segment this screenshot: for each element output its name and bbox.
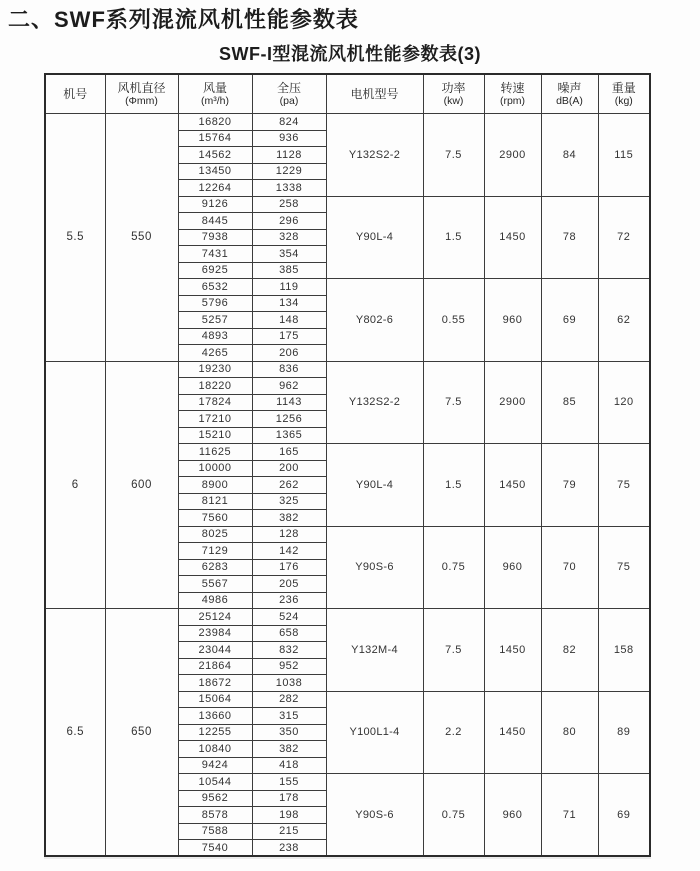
column-header-unit: (kw) <box>443 95 464 107</box>
cell-noise: 70 <box>541 526 598 609</box>
cell-total-pressure: 524 <box>252 609 326 626</box>
cell-total-pressure: 258 <box>252 196 326 213</box>
cell-air-volume: 5796 <box>178 295 252 312</box>
cell-air-volume: 8025 <box>178 526 252 543</box>
cell-air-volume: 7938 <box>178 229 252 246</box>
cell-weight: 120 <box>598 361 650 444</box>
cell-weight: 69 <box>598 774 650 857</box>
cell-weight: 158 <box>598 609 650 692</box>
cell-total-pressure: 1365 <box>252 427 326 444</box>
cell-motor-model: Y132S2-2 <box>326 114 423 197</box>
cell-air-volume: 7560 <box>178 510 252 527</box>
cell-air-volume: 15210 <box>178 427 252 444</box>
cell-weight: 72 <box>598 196 650 279</box>
cell-weight: 75 <box>598 526 650 609</box>
cell-total-pressure: 200 <box>252 460 326 477</box>
cell-speed: 1450 <box>484 691 541 774</box>
cell-air-volume: 8900 <box>178 477 252 494</box>
column-header-weight <box>598 74 650 114</box>
cell-air-volume: 10544 <box>178 774 252 791</box>
cell-air-volume: 17824 <box>178 394 252 411</box>
column-header-label: 风机直径 <box>117 81 166 95</box>
cell-air-volume: 6925 <box>178 262 252 279</box>
cell-total-pressure: 658 <box>252 625 326 642</box>
cell-total-pressure: 962 <box>252 378 326 395</box>
cell-air-volume: 12255 <box>178 724 252 741</box>
cell-total-pressure: 236 <box>252 592 326 609</box>
cell-speed: 1450 <box>484 444 541 527</box>
cell-air-volume: 5567 <box>178 576 252 593</box>
column-header-unit: (kg) <box>614 95 633 107</box>
cell-fan-diameter: 550 <box>105 114 178 362</box>
cell-weight: 62 <box>598 279 650 362</box>
page-subtitle: SWF-I型混流风机性能参数表(3) <box>219 44 481 64</box>
cell-air-volume: 5257 <box>178 312 252 329</box>
page-title: 二、SWF系列混流风机性能参数表 <box>8 7 359 32</box>
cell-air-volume: 10840 <box>178 741 252 758</box>
cell-total-pressure: 198 <box>252 807 326 824</box>
cell-power: 7.5 <box>423 609 484 692</box>
cell-motor-model: Y132M-4 <box>326 609 423 692</box>
column-header-air-volume <box>178 74 252 114</box>
cell-power: 7.5 <box>423 361 484 444</box>
cell-model-no: 5.5 <box>45 114 105 362</box>
cell-air-volume: 4986 <box>178 592 252 609</box>
cell-total-pressure: 354 <box>252 246 326 263</box>
cell-total-pressure: 238 <box>252 840 326 857</box>
column-header-power <box>423 74 484 114</box>
cell-total-pressure: 836 <box>252 361 326 378</box>
cell-total-pressure: 325 <box>252 493 326 510</box>
cell-motor-model: Y90L-4 <box>326 196 423 279</box>
column-header-label: 功率 <box>441 81 466 95</box>
cell-total-pressure: 206 <box>252 345 326 362</box>
cell-motor-model: Y90L-4 <box>326 444 423 527</box>
cell-speed: 960 <box>484 526 541 609</box>
table-body <box>45 114 650 857</box>
column-header-total-pressure <box>252 74 326 114</box>
cell-weight: 75 <box>598 444 650 527</box>
cell-air-volume: 7129 <box>178 543 252 560</box>
cell-total-pressure: 418 <box>252 757 326 774</box>
cell-noise: 69 <box>541 279 598 362</box>
cell-total-pressure: 832 <box>252 642 326 659</box>
cell-total-pressure: 175 <box>252 328 326 345</box>
fan-parameters-table <box>44 73 651 857</box>
cell-total-pressure: 1128 <box>252 147 326 164</box>
column-header-speed <box>484 74 541 114</box>
cell-air-volume: 11625 <box>178 444 252 461</box>
cell-total-pressure: 1143 <box>252 394 326 411</box>
cell-air-volume: 15064 <box>178 691 252 708</box>
cell-air-volume: 9562 <box>178 790 252 807</box>
cell-air-volume: 13450 <box>178 163 252 180</box>
table-row <box>45 114 650 131</box>
cell-air-volume: 4265 <box>178 345 252 362</box>
cell-air-volume: 14562 <box>178 147 252 164</box>
cell-air-volume: 18220 <box>178 378 252 395</box>
cell-weight: 89 <box>598 691 650 774</box>
cell-power: 7.5 <box>423 114 484 197</box>
cell-air-volume: 4893 <box>178 328 252 345</box>
cell-motor-model: Y90S-6 <box>326 774 423 857</box>
column-header-fan-diameter <box>105 74 178 114</box>
cell-total-pressure: 1229 <box>252 163 326 180</box>
cell-total-pressure: 178 <box>252 790 326 807</box>
cell-total-pressure: 328 <box>252 229 326 246</box>
table-row <box>45 361 650 378</box>
cell-total-pressure: 282 <box>252 691 326 708</box>
cell-total-pressure: 824 <box>252 114 326 131</box>
cell-air-volume: 12264 <box>178 180 252 197</box>
cell-air-volume: 17210 <box>178 411 252 428</box>
cell-motor-model: Y90S-6 <box>326 526 423 609</box>
cell-power: 2.2 <box>423 691 484 774</box>
cell-noise: 78 <box>541 196 598 279</box>
cell-air-volume: 7588 <box>178 823 252 840</box>
cell-total-pressure: 382 <box>252 741 326 758</box>
cell-air-volume: 8121 <box>178 493 252 510</box>
cell-power: 1.5 <box>423 444 484 527</box>
cell-model-no: 6 <box>45 361 105 609</box>
cell-air-volume: 6283 <box>178 559 252 576</box>
column-header-unit: (pa) <box>279 95 299 107</box>
cell-air-volume: 9424 <box>178 757 252 774</box>
cell-model-no: 6.5 <box>45 609 105 857</box>
cell-total-pressure: 215 <box>252 823 326 840</box>
column-header-unit: (rpm) <box>499 95 526 107</box>
cell-air-volume: 16820 <box>178 114 252 131</box>
column-header-label: 转速 <box>500 81 525 95</box>
cell-air-volume: 23984 <box>178 625 252 642</box>
cell-total-pressure: 176 <box>252 559 326 576</box>
column-header-label: 机号 <box>63 87 88 101</box>
cell-fan-diameter: 650 <box>105 609 178 857</box>
cell-total-pressure: 315 <box>252 708 326 725</box>
cell-air-volume: 21864 <box>178 658 252 675</box>
cell-air-volume: 19230 <box>178 361 252 378</box>
cell-noise: 79 <box>541 444 598 527</box>
cell-total-pressure: 142 <box>252 543 326 560</box>
cell-speed: 2900 <box>484 114 541 197</box>
cell-air-volume: 7540 <box>178 840 252 857</box>
cell-total-pressure: 952 <box>252 658 326 675</box>
column-header-motor-model <box>326 74 423 114</box>
column-header-unit: (m³/h) <box>201 95 229 107</box>
cell-total-pressure: 350 <box>252 724 326 741</box>
cell-total-pressure: 148 <box>252 312 326 329</box>
cell-total-pressure: 1038 <box>252 675 326 692</box>
cell-air-volume: 25124 <box>178 609 252 626</box>
cell-total-pressure: 119 <box>252 279 326 296</box>
cell-total-pressure: 155 <box>252 774 326 791</box>
cell-total-pressure: 165 <box>252 444 326 461</box>
cell-total-pressure: 382 <box>252 510 326 527</box>
column-header-label: 噪声 <box>557 81 582 95</box>
cell-noise: 84 <box>541 114 598 197</box>
header-row <box>45 74 650 114</box>
cell-air-volume: 10000 <box>178 460 252 477</box>
column-header-label: 全压 <box>276 81 301 95</box>
column-header-label: 电机型号 <box>350 87 399 101</box>
cell-speed: 2900 <box>484 361 541 444</box>
cell-motor-model: Y132S2-2 <box>326 361 423 444</box>
cell-power: 1.5 <box>423 196 484 279</box>
cell-total-pressure: 262 <box>252 477 326 494</box>
cell-noise: 80 <box>541 691 598 774</box>
cell-speed: 1450 <box>484 196 541 279</box>
cell-power: 0.75 <box>423 774 484 857</box>
cell-total-pressure: 936 <box>252 130 326 147</box>
cell-air-volume: 7431 <box>178 246 252 263</box>
cell-air-volume: 13660 <box>178 708 252 725</box>
cell-air-volume: 18672 <box>178 675 252 692</box>
cell-total-pressure: 1256 <box>252 411 326 428</box>
column-header-label: 风量 <box>202 81 227 95</box>
cell-total-pressure: 205 <box>252 576 326 593</box>
cell-motor-model: Y802-6 <box>326 279 423 362</box>
cell-power: 0.55 <box>423 279 484 362</box>
column-header-unit: dB(A) <box>556 95 583 107</box>
cell-motor-model: Y100L1-4 <box>326 691 423 774</box>
cell-total-pressure: 296 <box>252 213 326 230</box>
cell-air-volume: 15764 <box>178 130 252 147</box>
column-header-label: 重量 <box>611 81 636 95</box>
cell-total-pressure: 134 <box>252 295 326 312</box>
table-row <box>45 609 650 626</box>
table-head <box>45 74 650 114</box>
cell-total-pressure: 1338 <box>252 180 326 197</box>
column-header-model-no <box>45 74 105 114</box>
cell-air-volume: 23044 <box>178 642 252 659</box>
cell-air-volume: 8578 <box>178 807 252 824</box>
cell-power: 0.75 <box>423 526 484 609</box>
cell-total-pressure: 385 <box>252 262 326 279</box>
column-header-unit: (Φmm) <box>125 95 158 107</box>
cell-weight: 115 <box>598 114 650 197</box>
cell-air-volume: 9126 <box>178 196 252 213</box>
column-header-noise <box>541 74 598 114</box>
cell-air-volume: 6532 <box>178 279 252 296</box>
cell-speed: 960 <box>484 279 541 362</box>
cell-speed: 960 <box>484 774 541 857</box>
cell-noise: 71 <box>541 774 598 857</box>
cell-air-volume: 8445 <box>178 213 252 230</box>
cell-fan-diameter: 600 <box>105 361 178 609</box>
cell-speed: 1450 <box>484 609 541 692</box>
cell-noise: 82 <box>541 609 598 692</box>
cell-noise: 85 <box>541 361 598 444</box>
cell-total-pressure: 128 <box>252 526 326 543</box>
